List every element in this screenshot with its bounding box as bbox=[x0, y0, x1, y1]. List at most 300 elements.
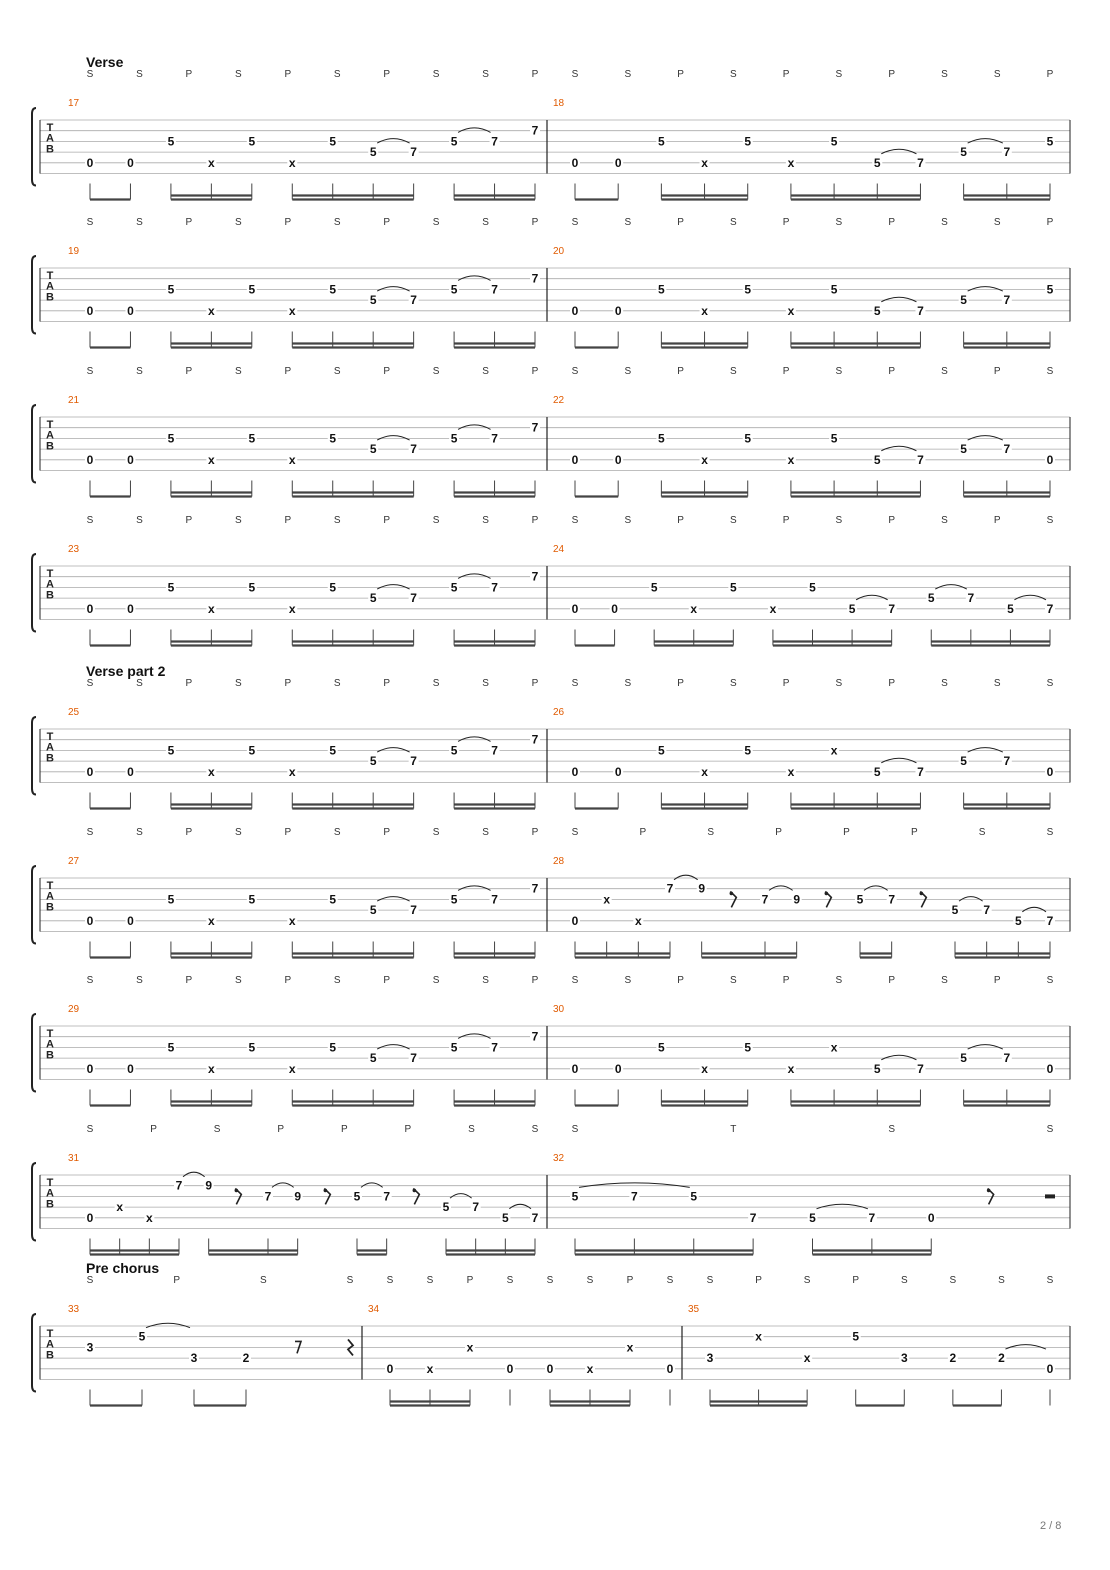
fret-number: 7 bbox=[631, 1189, 638, 1204]
dead-note: x bbox=[701, 303, 708, 318]
system-bracket bbox=[32, 1163, 36, 1241]
fret-number: 5 bbox=[729, 580, 737, 595]
fret-number: 5 bbox=[809, 1210, 816, 1225]
tab-clef-letter: A bbox=[46, 1338, 54, 1351]
technique-label: S bbox=[346, 1275, 354, 1286]
technique-label: S bbox=[571, 515, 579, 526]
technique-label: P bbox=[888, 217, 896, 228]
technique-label: S bbox=[571, 1124, 579, 1135]
fret-number: 7 bbox=[410, 442, 417, 457]
measure-number: 26 bbox=[553, 707, 565, 718]
dead-note: x bbox=[830, 1040, 838, 1055]
fret-number: 0 bbox=[86, 764, 94, 779]
tab-clef-letter: B bbox=[46, 901, 54, 914]
fret-number: 7 bbox=[491, 580, 498, 595]
technique-label: S bbox=[729, 69, 737, 80]
fret-number: 7 bbox=[1003, 1051, 1011, 1066]
fret-number: 5 bbox=[369, 442, 377, 457]
fret-number: 5 bbox=[442, 1200, 450, 1215]
fret-number: 9 bbox=[205, 1178, 213, 1193]
fret-number: 5 bbox=[744, 282, 752, 297]
tab-clef-letter: T bbox=[46, 270, 54, 282]
fret-number: 7 bbox=[1003, 754, 1011, 769]
tie-arc bbox=[377, 1045, 409, 1050]
measure-number: 30 bbox=[553, 1004, 565, 1015]
fret-number: 5 bbox=[329, 892, 337, 907]
dead-note: x bbox=[208, 913, 215, 928]
technique-label: P bbox=[1046, 217, 1054, 228]
tie-arc bbox=[864, 886, 888, 891]
dead-note: x bbox=[787, 155, 795, 170]
dead-note: x bbox=[208, 452, 215, 467]
rest-dot bbox=[413, 1189, 417, 1193]
tab-clef-letter: T bbox=[46, 1028, 54, 1040]
technique-label: P bbox=[284, 975, 292, 986]
technique-label: P bbox=[185, 515, 193, 526]
fret-number: 7 bbox=[264, 1189, 272, 1204]
fret-number: 0 bbox=[571, 155, 579, 170]
fret-number: 0 bbox=[927, 1210, 935, 1225]
dead-note: x bbox=[626, 1340, 634, 1355]
measure-number: 23 bbox=[68, 544, 80, 555]
system-bracket bbox=[32, 256, 36, 334]
tab-clef-letter: A bbox=[46, 132, 54, 145]
technique-label: P bbox=[852, 1275, 860, 1286]
fret-number: 0 bbox=[571, 1061, 579, 1076]
rest-dot bbox=[235, 1189, 239, 1193]
fret-number: 0 bbox=[86, 1210, 94, 1225]
fret-number: 0 bbox=[127, 764, 134, 779]
fret-number: 5 bbox=[167, 580, 175, 595]
fret-number: 5 bbox=[650, 580, 658, 595]
fret-number: 5 bbox=[809, 580, 816, 595]
fret-number: 7 bbox=[491, 892, 498, 907]
tab-clef-letter: B bbox=[46, 143, 54, 156]
technique-label: P bbox=[782, 975, 790, 986]
technique-label: S bbox=[531, 1124, 539, 1135]
technique-label: P bbox=[639, 827, 647, 838]
technique-label: S bbox=[86, 678, 94, 689]
fret-number: 9 bbox=[294, 1189, 302, 1204]
tie-arc bbox=[769, 886, 793, 891]
fret-number: 0 bbox=[614, 452, 622, 467]
fret-number: 7 bbox=[410, 591, 417, 606]
dead-note: x bbox=[208, 601, 215, 616]
fret-number: 5 bbox=[369, 903, 377, 918]
technique-label: S bbox=[571, 217, 579, 228]
fret-number: 5 bbox=[960, 754, 967, 769]
fret-number: 7 bbox=[1003, 442, 1011, 457]
rest-dot bbox=[920, 892, 924, 896]
fret-number: 5 bbox=[744, 134, 752, 149]
fret-number: 7 bbox=[666, 881, 674, 896]
tab-clef-letter: A bbox=[46, 741, 54, 754]
tie-arc bbox=[968, 1045, 1003, 1050]
technique-label: P bbox=[150, 1124, 157, 1135]
dead-note: x bbox=[701, 452, 708, 467]
fret-number: 0 bbox=[127, 303, 134, 318]
technique-label: P bbox=[284, 515, 292, 526]
dead-note: x bbox=[208, 303, 215, 318]
fret-number: 7 bbox=[491, 431, 498, 446]
fret-number: 7 bbox=[383, 1189, 391, 1204]
tie-arc bbox=[377, 139, 409, 144]
fret-number: 9 bbox=[698, 881, 706, 896]
fret-number: 0 bbox=[127, 913, 134, 928]
tie-arc bbox=[1014, 595, 1046, 600]
tie-arc bbox=[458, 737, 490, 742]
fret-number: 5 bbox=[501, 1210, 509, 1225]
technique-label: S bbox=[706, 1275, 714, 1286]
fret-number: 0 bbox=[127, 1061, 134, 1076]
technique-label: P bbox=[677, 366, 684, 377]
fret-number: 7 bbox=[531, 420, 539, 435]
technique-label: S bbox=[624, 366, 632, 377]
fret-number: 5 bbox=[167, 282, 175, 297]
technique-label: P bbox=[677, 975, 684, 986]
technique-label: S bbox=[506, 1275, 514, 1286]
tab-clef-letter: B bbox=[46, 440, 54, 453]
technique-label: P bbox=[173, 1275, 181, 1286]
system-bracket bbox=[32, 1314, 36, 1392]
dead-note: x bbox=[769, 601, 777, 616]
technique-label: S bbox=[586, 1275, 594, 1286]
technique-label: P bbox=[843, 827, 850, 838]
tab-clef-letter: T bbox=[46, 568, 54, 580]
measure-number: 31 bbox=[68, 1153, 80, 1164]
dead-note: x bbox=[755, 1329, 762, 1344]
fret-number: 0 bbox=[571, 764, 579, 779]
technique-label: S bbox=[993, 217, 1001, 228]
technique-label: S bbox=[234, 678, 242, 689]
technique-label: S bbox=[136, 217, 143, 228]
technique-label: S bbox=[482, 827, 489, 838]
fret-number: 7 bbox=[410, 1051, 417, 1066]
technique-label: P bbox=[993, 366, 1001, 377]
half-rest bbox=[1045, 1194, 1055, 1198]
fret-number: 0 bbox=[571, 601, 579, 616]
technique-label: P bbox=[910, 827, 918, 838]
page-number: 2 / 8 bbox=[1040, 1520, 1062, 1532]
fret-number: 7 bbox=[410, 293, 417, 308]
tie-arc bbox=[361, 1183, 383, 1188]
tie-arc bbox=[1005, 1345, 1046, 1350]
fret-number: 5 bbox=[329, 743, 337, 758]
technique-label: P bbox=[775, 827, 782, 838]
fret-number: 0 bbox=[571, 303, 579, 318]
measure-number: 34 bbox=[368, 1304, 380, 1315]
technique-label: S bbox=[729, 975, 737, 986]
technique-label: S bbox=[136, 69, 143, 80]
fret-number: 5 bbox=[951, 903, 959, 918]
technique-label: S bbox=[432, 678, 440, 689]
dead-note: x bbox=[145, 1210, 153, 1225]
technique-label: P bbox=[888, 366, 896, 377]
technique-label: S bbox=[234, 69, 242, 80]
fret-number: 5 bbox=[658, 1040, 665, 1055]
dead-note: x bbox=[288, 303, 296, 318]
fret-number: 5 bbox=[830, 134, 838, 149]
fret-number: 5 bbox=[658, 431, 665, 446]
technique-label: S bbox=[234, 975, 242, 986]
fret-number: 5 bbox=[960, 442, 967, 457]
tab-clef-letter: B bbox=[46, 1198, 54, 1211]
fret-number: 7 bbox=[531, 732, 539, 747]
technique-label: S bbox=[1046, 678, 1054, 689]
fret-number: 7 bbox=[531, 271, 539, 286]
dead-note: x bbox=[803, 1351, 811, 1366]
technique-label: P bbox=[185, 975, 193, 986]
tie-arc bbox=[272, 1183, 294, 1188]
fret-number: 5 bbox=[369, 591, 377, 606]
technique-label: S bbox=[482, 515, 489, 526]
tab-clef-letter: T bbox=[46, 419, 54, 431]
dead-note: x bbox=[288, 452, 296, 467]
technique-label: S bbox=[86, 827, 94, 838]
system-bracket bbox=[32, 1014, 36, 1092]
technique-label: S bbox=[432, 975, 440, 986]
tab-clef-letter: A bbox=[46, 280, 54, 293]
technique-label: S bbox=[136, 975, 143, 986]
technique-label: S bbox=[941, 69, 948, 80]
technique-label: S bbox=[978, 827, 986, 838]
section-title: Verse part 2 bbox=[86, 663, 166, 679]
fret-number: 5 bbox=[369, 145, 377, 160]
fret-number: 5 bbox=[830, 282, 838, 297]
tab-clef-letter: T bbox=[46, 1177, 54, 1189]
tab-clef-letter: B bbox=[46, 1049, 54, 1062]
fret-number: 0 bbox=[86, 452, 94, 467]
dead-note: x bbox=[288, 764, 296, 779]
technique-label: P bbox=[383, 975, 391, 986]
fret-number: 5 bbox=[450, 743, 458, 758]
technique-label: S bbox=[1046, 1275, 1054, 1286]
fret-number: 7 bbox=[531, 881, 539, 896]
fret-number: 5 bbox=[329, 134, 337, 149]
measure-number: 20 bbox=[553, 246, 565, 257]
technique-label: S bbox=[482, 217, 489, 228]
fret-number: 5 bbox=[658, 134, 665, 149]
fret-number: 7 bbox=[917, 1061, 924, 1076]
fret-number: 7 bbox=[917, 452, 924, 467]
fret-number: 7 bbox=[967, 591, 975, 606]
technique-label: S bbox=[482, 975, 489, 986]
fret-number: 0 bbox=[86, 913, 94, 928]
tab-clef-letter: A bbox=[46, 1038, 54, 1051]
fret-number: 7 bbox=[888, 892, 896, 907]
system-bracket bbox=[32, 108, 36, 186]
fret-number: 5 bbox=[873, 764, 881, 779]
technique-label: P bbox=[185, 217, 193, 228]
fret-number: 5 bbox=[658, 743, 665, 758]
tie-arc bbox=[458, 574, 490, 579]
fret-number: 5 bbox=[1014, 913, 1022, 928]
fret-number: 7 bbox=[410, 754, 417, 769]
tie-arc bbox=[458, 425, 490, 430]
technique-label: S bbox=[571, 69, 579, 80]
fret-number: 5 bbox=[450, 134, 458, 149]
section-title: Pre chorus bbox=[86, 1260, 160, 1276]
dead-note: x bbox=[116, 1200, 124, 1215]
fret-number: 7 bbox=[749, 1210, 757, 1225]
technique-label: S bbox=[729, 515, 737, 526]
fret-number: 3 bbox=[900, 1351, 908, 1366]
technique-label: S bbox=[941, 515, 948, 526]
technique-label: P bbox=[284, 69, 292, 80]
fret-number: 7 bbox=[1003, 293, 1011, 308]
fret-number: 7 bbox=[888, 601, 896, 616]
system-bracket bbox=[32, 405, 36, 483]
fret-number: 5 bbox=[1046, 134, 1054, 149]
technique-label: P bbox=[185, 69, 193, 80]
technique-label: S bbox=[259, 1275, 267, 1286]
technique-label: S bbox=[941, 217, 948, 228]
measure-number: 28 bbox=[553, 856, 565, 867]
tie-arc bbox=[377, 436, 409, 441]
tab-clef-letter: B bbox=[46, 589, 54, 602]
fret-number: 5 bbox=[571, 1189, 579, 1204]
tie-arc bbox=[183, 1172, 205, 1177]
fret-number: 5 bbox=[852, 1329, 860, 1344]
fret-number: 5 bbox=[369, 754, 377, 769]
fret-number: 5 bbox=[873, 452, 881, 467]
fret-number: 7 bbox=[1046, 913, 1054, 928]
tie-arc bbox=[817, 1204, 868, 1209]
technique-label: S bbox=[571, 366, 579, 377]
measure-number: 32 bbox=[553, 1153, 565, 1164]
fret-number: 5 bbox=[353, 1189, 361, 1204]
tie-arc bbox=[509, 1204, 531, 1209]
technique-label: P bbox=[888, 678, 896, 689]
fret-number: 5 bbox=[248, 1040, 256, 1055]
fret-number: 0 bbox=[666, 1361, 674, 1376]
fret-number: 5 bbox=[248, 431, 256, 446]
technique-label: P bbox=[531, 217, 539, 228]
technique-label: S bbox=[941, 975, 948, 986]
dead-note: x bbox=[288, 1061, 296, 1076]
fret-number: 0 bbox=[127, 155, 134, 170]
measure-number: 19 bbox=[68, 246, 80, 257]
dead-note: x bbox=[787, 1061, 795, 1076]
fret-number: 0 bbox=[86, 1061, 94, 1076]
measure-number: 35 bbox=[688, 1304, 700, 1315]
technique-label: S bbox=[234, 217, 242, 228]
measure-number: 21 bbox=[68, 395, 80, 406]
technique-label: S bbox=[835, 217, 843, 228]
fret-number: 7 bbox=[531, 569, 539, 584]
technique-label: P bbox=[677, 217, 684, 228]
fret-number: 7 bbox=[1046, 601, 1054, 616]
fret-number: 7 bbox=[491, 282, 498, 297]
dead-note: x bbox=[288, 601, 296, 616]
rest-dot bbox=[324, 1189, 328, 1193]
fret-number: 7 bbox=[175, 1178, 183, 1193]
fret-number: 5 bbox=[450, 892, 458, 907]
measure-number: 25 bbox=[68, 707, 80, 718]
technique-label: S bbox=[941, 678, 948, 689]
technique-label: S bbox=[333, 515, 341, 526]
technique-label: S bbox=[86, 975, 94, 986]
tab-clef-letter: A bbox=[46, 578, 54, 591]
fret-number: 0 bbox=[127, 452, 134, 467]
dead-note: x bbox=[690, 601, 698, 616]
fret-number: 5 bbox=[744, 431, 752, 446]
technique-label: S bbox=[998, 1275, 1005, 1286]
technique-label: S bbox=[624, 217, 632, 228]
fret-number: 7 bbox=[410, 145, 417, 160]
fret-number: 5 bbox=[167, 743, 175, 758]
tie-arc bbox=[146, 1323, 190, 1328]
fret-number: 0 bbox=[127, 601, 134, 616]
fret-number: 5 bbox=[658, 282, 665, 297]
technique-label: S bbox=[571, 678, 579, 689]
fret-number: 5 bbox=[960, 293, 967, 308]
fret-number: 5 bbox=[248, 892, 256, 907]
tie-arc bbox=[881, 149, 916, 154]
technique-label: P bbox=[404, 1124, 412, 1135]
technique-label: S bbox=[432, 515, 440, 526]
fret-number: 7 bbox=[983, 903, 991, 918]
tie-arc bbox=[579, 1183, 690, 1188]
tab-clef-letter: T bbox=[46, 880, 54, 892]
fret-number: 0 bbox=[571, 452, 579, 467]
technique-label: S bbox=[993, 69, 1001, 80]
technique-label: S bbox=[86, 217, 94, 228]
fret-number: 5 bbox=[248, 743, 256, 758]
fret-number: 7 bbox=[531, 1029, 539, 1044]
technique-label: S bbox=[86, 1275, 94, 1286]
tie-arc bbox=[881, 1055, 916, 1060]
measure-number: 33 bbox=[68, 1304, 80, 1315]
technique-label: P bbox=[531, 515, 539, 526]
technique-label: S bbox=[468, 1124, 475, 1135]
technique-label: S bbox=[571, 975, 579, 986]
tie-arc bbox=[881, 297, 916, 302]
tie-arc bbox=[968, 748, 1003, 753]
system-bracket bbox=[32, 554, 36, 632]
technique-label: S bbox=[86, 1124, 94, 1135]
fret-number: 3 bbox=[706, 1351, 714, 1366]
technique-label: S bbox=[1046, 515, 1054, 526]
fret-number: 5 bbox=[369, 293, 377, 308]
fret-number: 7 bbox=[917, 155, 924, 170]
tie-arc bbox=[1022, 907, 1046, 912]
technique-label: S bbox=[729, 678, 737, 689]
technique-label: S bbox=[1046, 366, 1054, 377]
fret-number: 7 bbox=[472, 1200, 480, 1215]
fret-number: 5 bbox=[369, 1051, 377, 1066]
rest-dot bbox=[825, 892, 829, 896]
fret-number: 5 bbox=[690, 1189, 698, 1204]
dead-note: x bbox=[288, 155, 296, 170]
technique-label: S bbox=[136, 827, 143, 838]
technique-label: S bbox=[835, 366, 843, 377]
technique-label: P bbox=[782, 217, 790, 228]
tie-arc bbox=[377, 748, 409, 753]
technique-label: S bbox=[432, 217, 440, 228]
tie-arc bbox=[968, 436, 1003, 441]
technique-label: P bbox=[677, 69, 684, 80]
fret-number: 3 bbox=[190, 1351, 198, 1366]
dead-note: x bbox=[701, 155, 708, 170]
technique-label: S bbox=[1046, 975, 1054, 986]
dead-note: x bbox=[701, 1061, 708, 1076]
technique-label: P bbox=[677, 678, 684, 689]
dead-note: x bbox=[603, 892, 611, 907]
technique-label: S bbox=[624, 975, 632, 986]
technique-label: S bbox=[136, 515, 143, 526]
fret-number: 5 bbox=[960, 145, 967, 160]
